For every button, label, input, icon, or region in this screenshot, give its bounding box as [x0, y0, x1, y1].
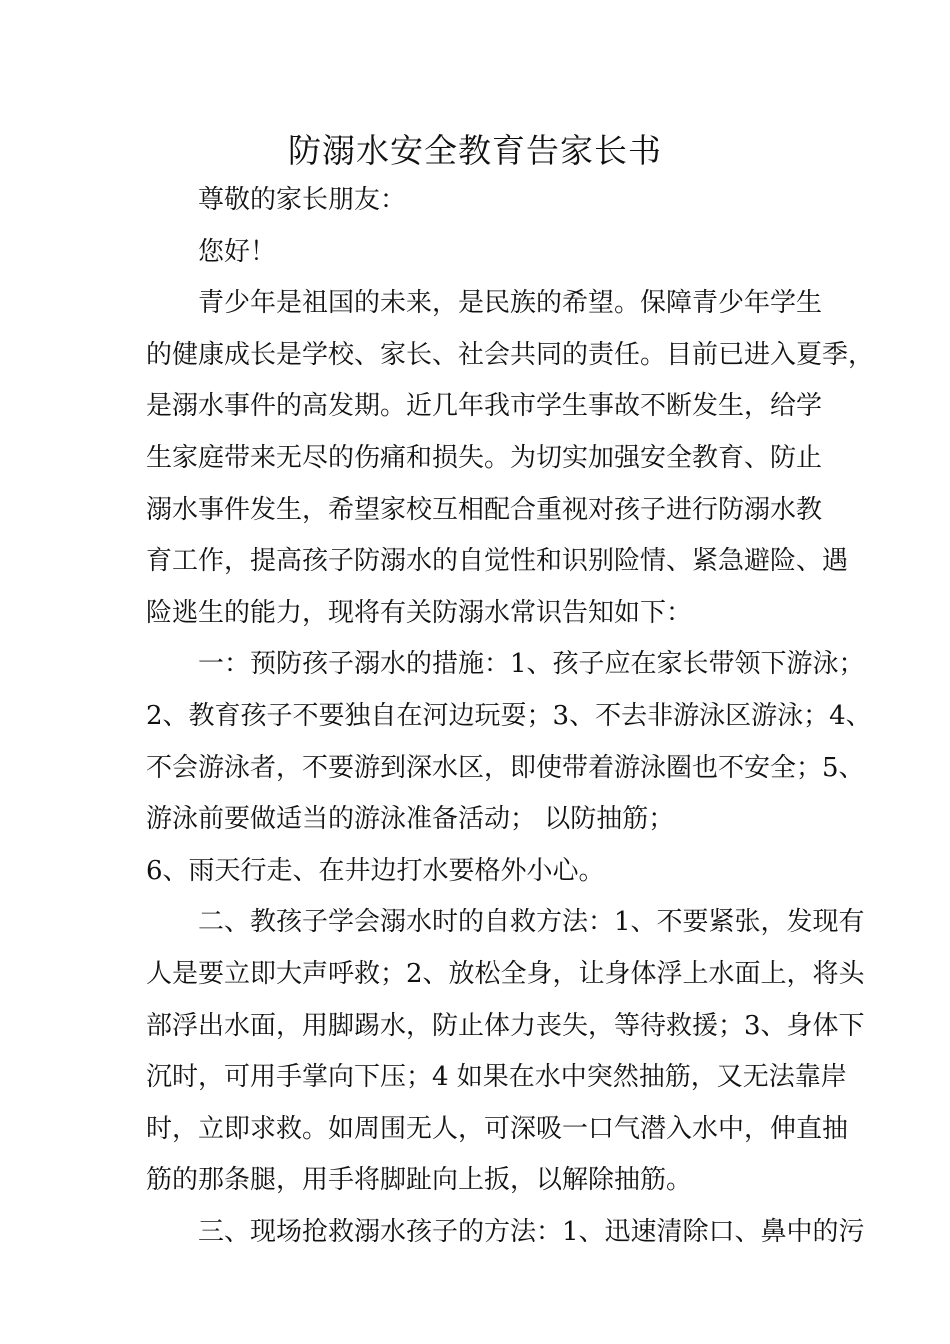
text-line: 筋的那条腿，用手将脚趾向上扳，以解除抽筋。	[146, 1165, 693, 1195]
text-line: 您好！	[198, 237, 277, 267]
text-line: 育工作，提高孩子防溺水的自觉性和识别险情、紧急避险、遇	[146, 546, 849, 576]
text-line: 游泳前要做适当的游泳准备活动； 以防抽筋；	[146, 804, 675, 834]
text-line: 一：预防孩子溺水的措施：1、孩子应在家长带领下游泳；	[198, 649, 865, 679]
text-line: 6、雨天行走、在井边打水要格外小心。	[146, 856, 605, 886]
text-line: 青少年是祖国的未来，是民族的希望。保障青少年学生	[198, 288, 823, 318]
text-line: 生家庭带来无尽的伤痛和损失。为切实加强安全教育、防止	[146, 443, 823, 473]
text-line: 溺水事件发生，希望家校互相配合重视对孩子进行防溺水教	[146, 495, 823, 525]
text-line: 沉时，可用手掌向下压；4 如果在水中突然抽筋，又无法靠岸	[146, 1062, 847, 1092]
text-line: 是溺水事件的高发期。近几年我市学生事故不断发生，给学	[146, 391, 823, 421]
text-line: 部浮出水面，用脚踢水，防止体力丧失，等待救援；3、身体下	[146, 1011, 865, 1041]
document-title: 防溺水安全教育告家长书	[288, 131, 662, 170]
text-line: 2、教育孩子不要独自在河边玩耍；3、不去非游泳区游泳；4、	[146, 701, 872, 731]
text-line: 不会游泳者，不要游到深水区，即使带着游泳圈也不安全；5、	[146, 753, 865, 783]
text-line: 人是要立即大声呼救；2、放松全身，让身体浮上水面上，将头	[146, 959, 865, 989]
text-line: 尊敬的家长朋友：	[198, 185, 407, 215]
text-line: 的健康成长是学校、家长、社会共同的责任。目前已进入夏季，	[146, 340, 875, 370]
text-line: 险逃生的能力，现将有关防溺水常识告知如下：	[146, 598, 693, 628]
text-line: 二、教孩子学会溺水时的自救方法：1、不要紧张，发现有	[198, 907, 865, 937]
text-line: 时，立即求救。如周围无人，可深吸一口气潜入水中，伸直抽	[146, 1114, 849, 1144]
text-line: 三、现场抢救溺水孩子的方法：1、迅速清除口、鼻中的污	[198, 1217, 865, 1247]
